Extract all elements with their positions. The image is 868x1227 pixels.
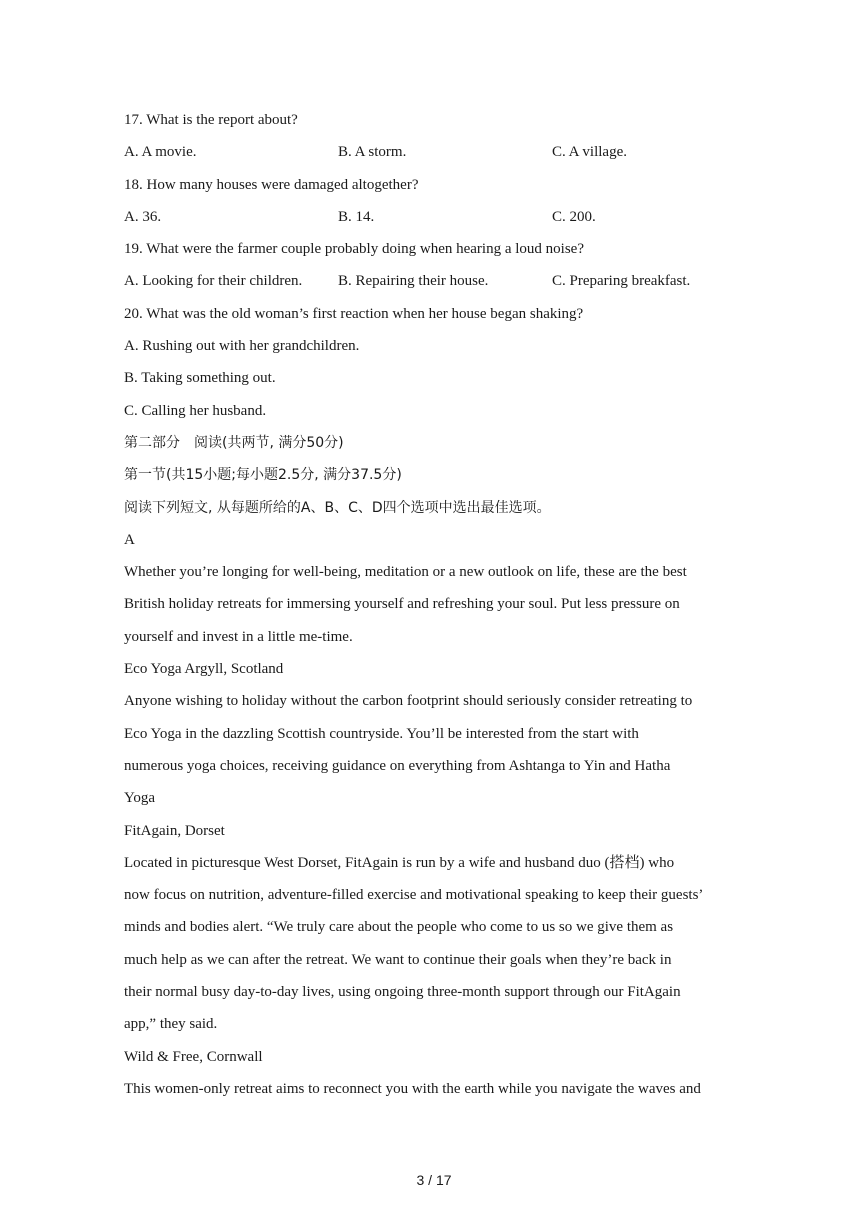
fitagain-line: their normal busy day-to-day lives, using ongoing three-month support through our FitAgain	[124, 984, 681, 1001]
eco-yoga-line: Anyone wishing to holiday without the carbon footprint should seriously consider retreating to	[124, 693, 693, 710]
eco-yoga-line: numerous yoga choices, receiving guidance on everything from Ashtanga to Yin and Hatha	[124, 757, 671, 774]
reading-instruction: 阅读下列短文, 从每题所给的A、B、C、D四个选项中选出最佳选项。	[124, 499, 551, 516]
question-18-stem: 18. How many houses were damaged altogether?	[124, 176, 419, 193]
question-19-stem: 19. What were the farmer couple probably doing when hearing a loud noise?	[124, 241, 584, 258]
eco-yoga-line: Eco Yoga in the dazzling Scottish countryside. You’ll be interested from the start with	[124, 725, 639, 742]
question-19-option-a: A. Looking for their children.	[124, 273, 303, 290]
fitagain-line: much help as we can after the retreat. We want to continue their goals when they’re back in	[124, 951, 672, 968]
passage-intro-line: Whether you’re longing for well-being, meditation or a new outlook on life, these are the best	[124, 564, 687, 581]
question-20-option-a: A. Rushing out with her grandchildren.	[124, 338, 360, 355]
fitagain-heading: FitAgain, Dorset	[124, 822, 225, 839]
passage-label: A	[124, 531, 135, 548]
fitagain-line: now focus on nutrition, adventure-filled exercise and motivational speaking to keep their guests’	[124, 887, 704, 904]
question-19-options	[124, 269, 744, 301]
fitagain-line: minds and bodies alert. “We truly care about the people who come to us so we give them as	[124, 919, 674, 936]
fitagain-line: Located in picturesque West Dorset, FitAgain is run by a wife and husband duo (搭档) who	[124, 854, 675, 871]
question-18-option-a: A. 36.	[124, 208, 162, 225]
page-content	[124, 108, 744, 1109]
question-17-option-b: B. A storm.	[338, 144, 407, 161]
question-20-stem: 20. What was the old woman’s first reaction when her house began shaking?	[124, 305, 584, 322]
question-17-stem: 17. What is the report about?	[124, 112, 298, 128]
question-19-option-c: C. Preparing breakfast.	[552, 273, 691, 290]
page-number: 3 / 17	[416, 1172, 452, 1188]
section-one-title: 第一节(共15小题;每小题2.5分, 满分37.5分)	[124, 467, 402, 484]
part-two-title: 第二部分 阅读(共两节, 满分50分)	[124, 434, 344, 451]
question-20-option-c: C. Calling her husband.	[124, 402, 267, 419]
question-20-option-b: B. Taking something out.	[124, 370, 276, 387]
wild-free-line: This women-only retreat aims to reconnect you with the earth while you navigate the waves and	[124, 1080, 701, 1097]
question-17-option-a: A. A movie.	[124, 144, 197, 161]
eco-yoga-heading: Eco Yoga Argyll, Scotland	[124, 661, 284, 678]
eco-yoga-line: Yoga	[124, 790, 155, 807]
question-17-options	[124, 140, 744, 172]
fitagain-line: app,” they said.	[124, 1016, 218, 1033]
question-18-options	[124, 205, 744, 237]
passage-intro-line: British holiday retreats for immersing yourself and refreshing your soul. Put less pressure on	[124, 596, 680, 613]
question-19-option-b: B. Repairing their house.	[338, 273, 489, 290]
passage-intro-line: yourself and invest in a little me-time.	[124, 628, 353, 645]
question-17-option-c: C. A village.	[552, 144, 627, 161]
question-18-option-c: C. 200.	[552, 208, 596, 225]
question-18-option-b: B. 14.	[338, 208, 375, 225]
wild-free-heading: Wild & Free, Cornwall	[124, 1048, 263, 1065]
